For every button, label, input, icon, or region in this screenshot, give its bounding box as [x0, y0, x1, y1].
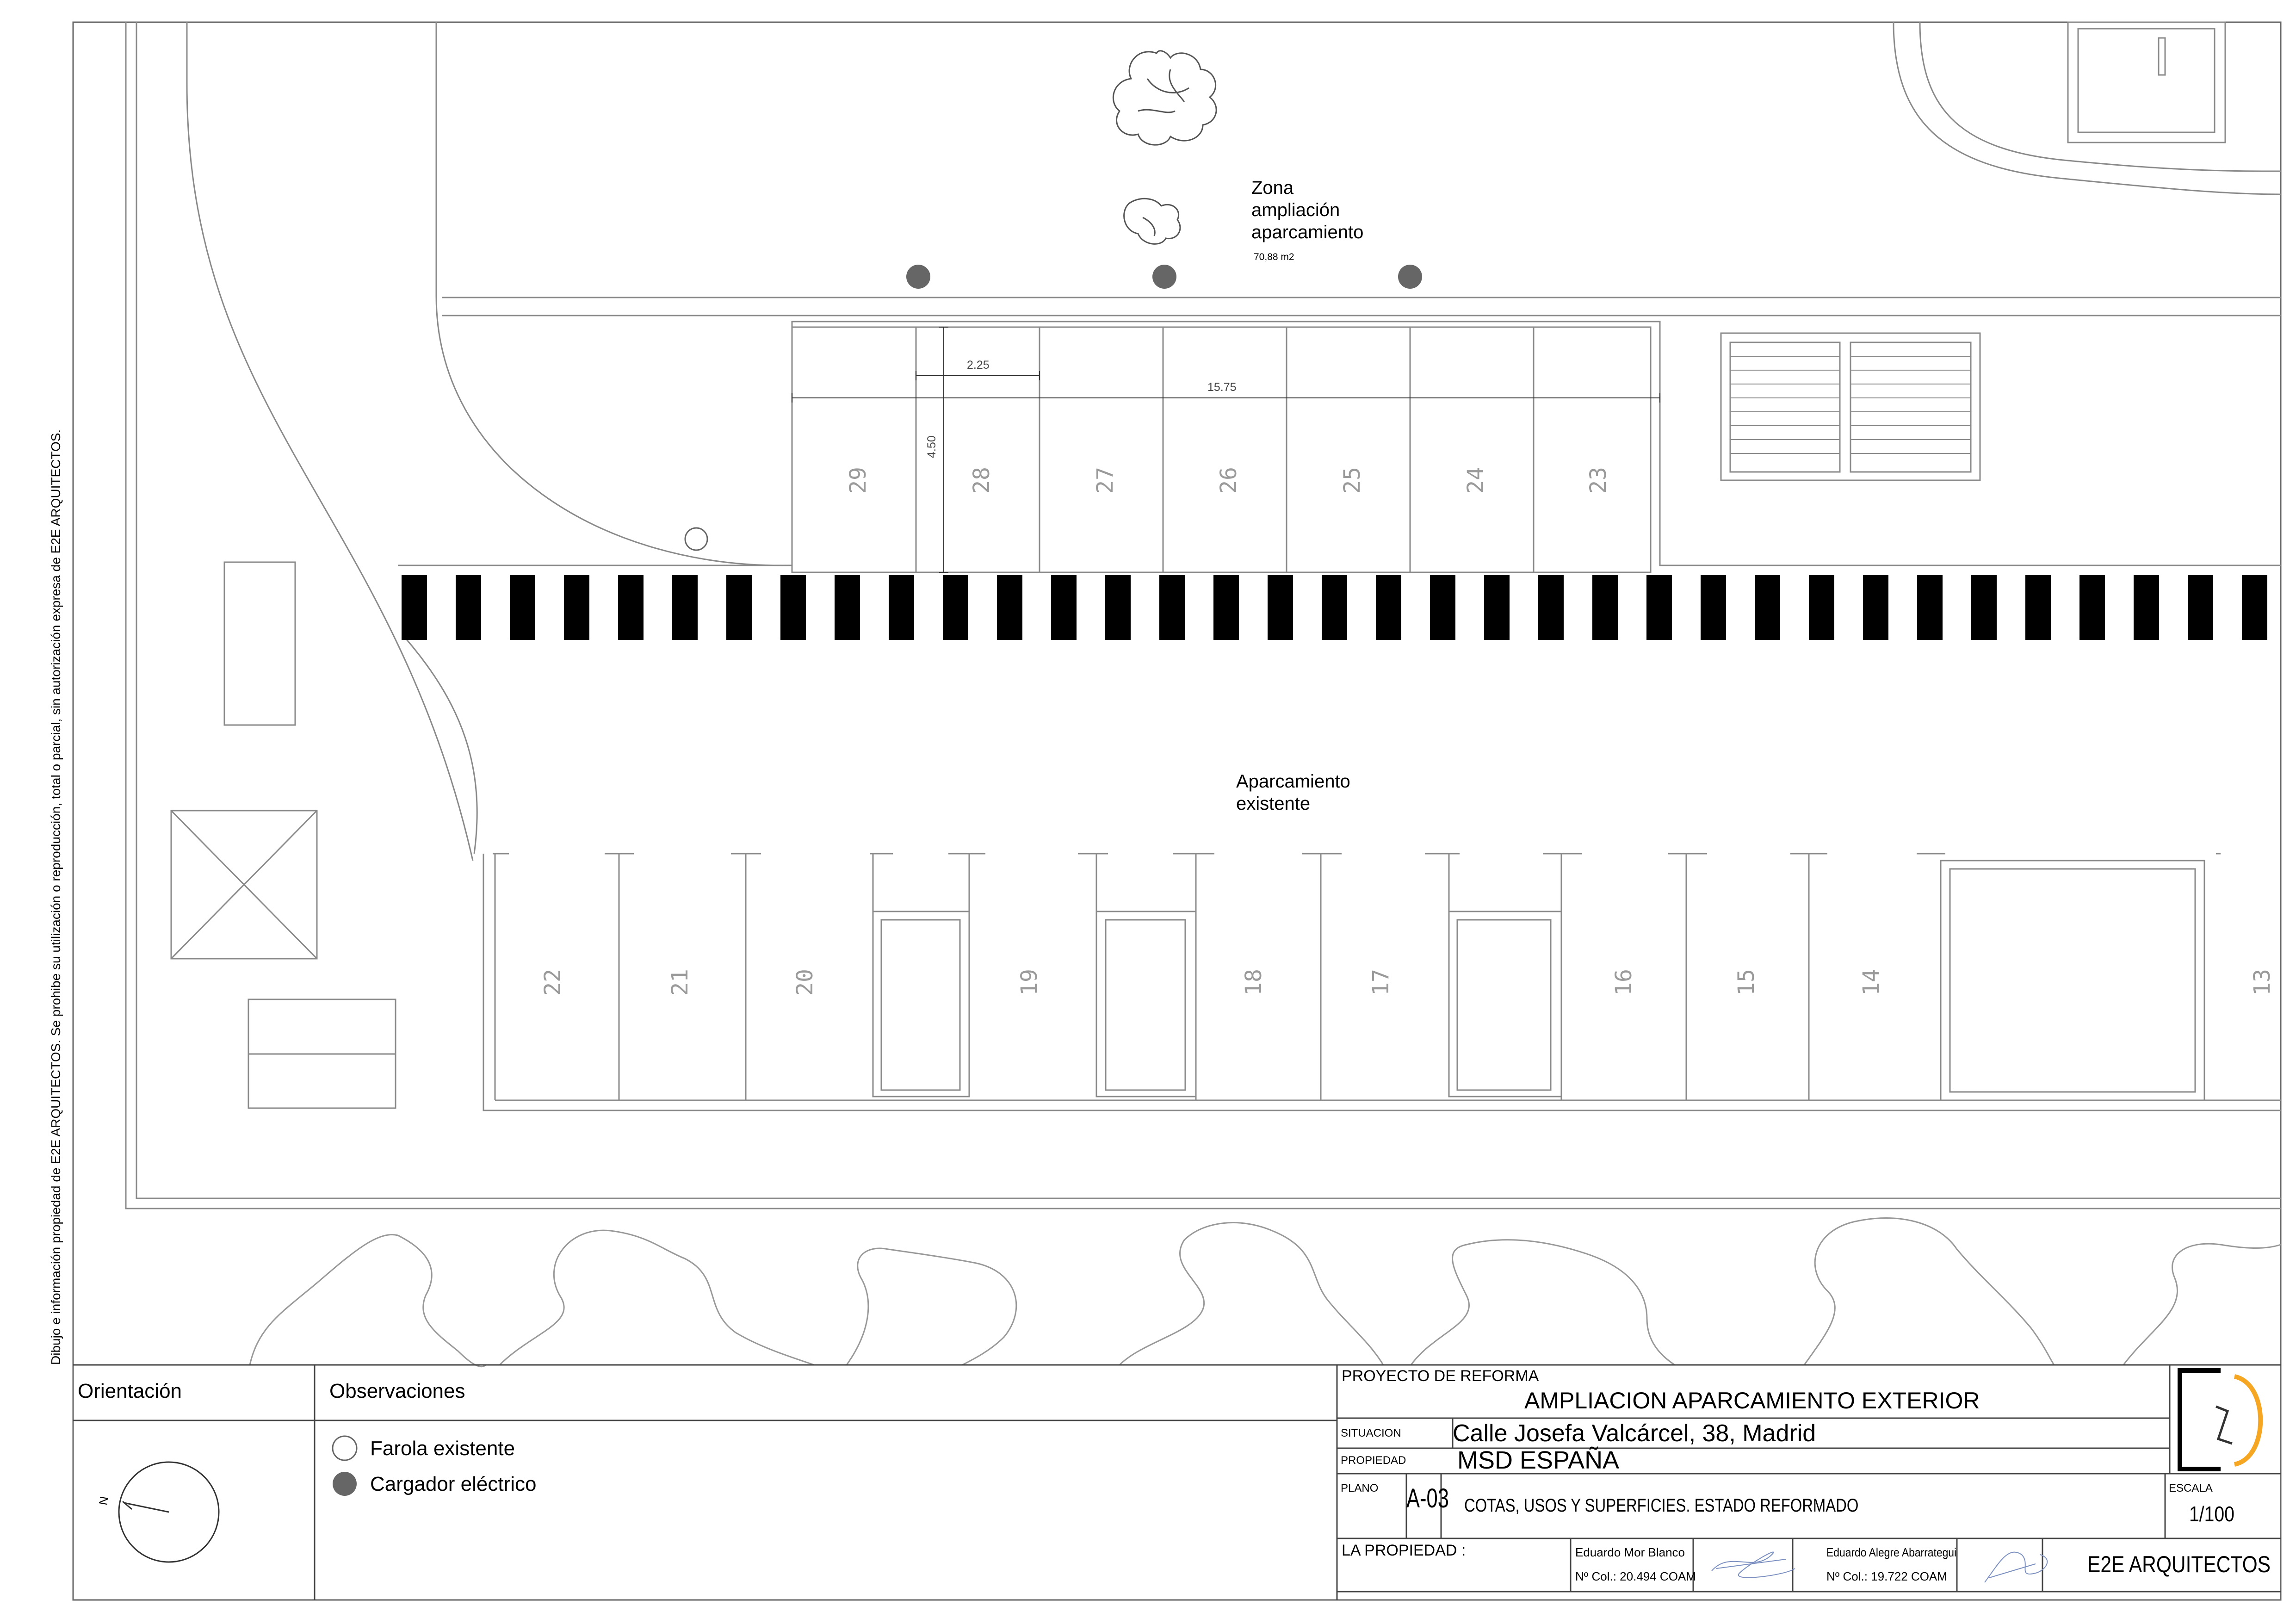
new-zone-area: 70,88 m2	[1254, 252, 1294, 262]
parking-number-26: 26	[1216, 467, 1242, 494]
situation-label: SITUACION	[1341, 1427, 1401, 1439]
tree-symbol	[1113, 51, 1216, 145]
new-bay-inner	[792, 327, 1651, 572]
dimension-lines	[792, 327, 1660, 572]
owner-value: MSD ESPAÑA	[1457, 1446, 1620, 1474]
new-zone-label	[1251, 177, 1363, 243]
foliage-outlines	[250, 1218, 2281, 1367]
north-arrow-symbol	[119, 1462, 219, 1562]
parking-number-21: 21	[667, 969, 693, 996]
parking-number-22: 22	[540, 969, 566, 996]
stripe-pattern	[402, 575, 2267, 640]
street-lamp-symbol	[685, 528, 707, 550]
new-bay-outline	[792, 322, 2281, 565]
parking-number-17: 17	[1368, 969, 1394, 996]
parking-number-25: 25	[1339, 467, 1365, 494]
parking-number-24: 24	[1463, 467, 1489, 494]
top-right-slot	[2159, 38, 2165, 75]
legend-item-lamp: Farola existente	[370, 1437, 515, 1460]
charger-symbols	[906, 265, 1422, 289]
top-stall-dividers	[916, 327, 1534, 572]
architect2-col: Nº Col.: 19.722 COAM	[1826, 1569, 1947, 1583]
left-boundary	[126, 22, 2281, 1209]
parking-number-14: 14	[1858, 969, 1884, 996]
architect1-name: Eduardo Mor Blanco	[1575, 1545, 1685, 1559]
curb-curve-outer	[187, 22, 473, 861]
orientation-title: Orientación	[78, 1380, 182, 1402]
plan-label: PLANO	[1341, 1482, 1379, 1494]
parking-number-27: 27	[1092, 467, 1118, 494]
curb-curve-inner	[436, 22, 792, 565]
parking-number-13: 13	[2249, 969, 2275, 996]
parking-number-29: 29	[845, 467, 871, 494]
new-zone-label-line2: ampliación	[1251, 200, 1340, 220]
new-zone-label-line3: aparcamiento	[1251, 222, 1364, 242]
architect2-name: Eduardo Alegre Abarrategui	[1826, 1545, 1957, 1559]
legend-charger-symbol	[333, 1472, 357, 1496]
drawing-frame	[73, 22, 2281, 1600]
scale-value: 1/100	[2189, 1502, 2234, 1526]
shrub-symbol	[1124, 198, 1180, 244]
dimension-depth: 4.50	[925, 435, 938, 458]
parking-number-19: 19	[1016, 969, 1042, 996]
plan-number: A-03	[1406, 1483, 1449, 1513]
existing-parking-label	[1236, 770, 1350, 815]
dimension-width: 2.25	[967, 359, 990, 372]
dimension-total: 15.75	[1207, 381, 1237, 394]
parking-number-16: 16	[1611, 969, 1637, 996]
legend-item-charger: Cargador eléctrico	[370, 1473, 537, 1495]
existing-parking-label-line2: existente	[1236, 794, 1311, 814]
top-right-curve	[1894, 22, 2281, 194]
top-right-curve-2	[1920, 22, 2281, 171]
firm-name: E2E ARQUITECTOS	[2087, 1551, 2271, 1577]
scale-label: ESCALA	[2169, 1482, 2213, 1494]
new-zone-label-line1: Zona	[1251, 178, 1294, 198]
legend-lamp-symbol	[333, 1436, 357, 1460]
observations-title: Observaciones	[329, 1380, 465, 1402]
owner-label: PROPIEDAD	[1341, 1454, 1406, 1467]
bottom-planters	[873, 854, 2204, 1100]
situation-value: Calle Josefa Valcárcel, 38, Madrid	[1453, 1420, 1816, 1447]
e2e-logo-icon	[2180, 1370, 2260, 1469]
top-right-box-inner	[2078, 29, 2215, 132]
parking-number-15: 15	[1733, 969, 1759, 996]
property-sign-label: LA PROPIEDAD :	[1342, 1542, 1466, 1559]
parking-number-20: 20	[792, 969, 818, 996]
top-right-box	[2068, 22, 2225, 143]
copyright-note: Dibujo e información propiedad de E2E ARQUITECTOS. Se prohibe su utilización o reproducción, total o parcial, sin autorización expresa de E2E ARQUITECTOS.	[49, 429, 63, 1365]
parking-number-28: 28	[969, 467, 995, 494]
project-title: AMPLIACION APARCAMIENTO EXTERIOR	[1524, 1388, 1980, 1413]
north-label: N	[96, 1495, 111, 1506]
architect1-col: Nº Col.: 20.494 COAM	[1575, 1569, 1696, 1583]
project-label: PROYECTO DE REFORMA	[1342, 1367, 1539, 1385]
left-planter	[224, 562, 295, 725]
plan-title: COTAS, USOS Y SUPERFICIES. ESTADO REFORMADO	[1464, 1495, 1859, 1516]
parking-number-23: 23	[1585, 467, 1611, 494]
parking-number-18: 18	[1241, 969, 1267, 996]
existing-parking-label-line1: Aparcamiento	[1236, 771, 1350, 792]
